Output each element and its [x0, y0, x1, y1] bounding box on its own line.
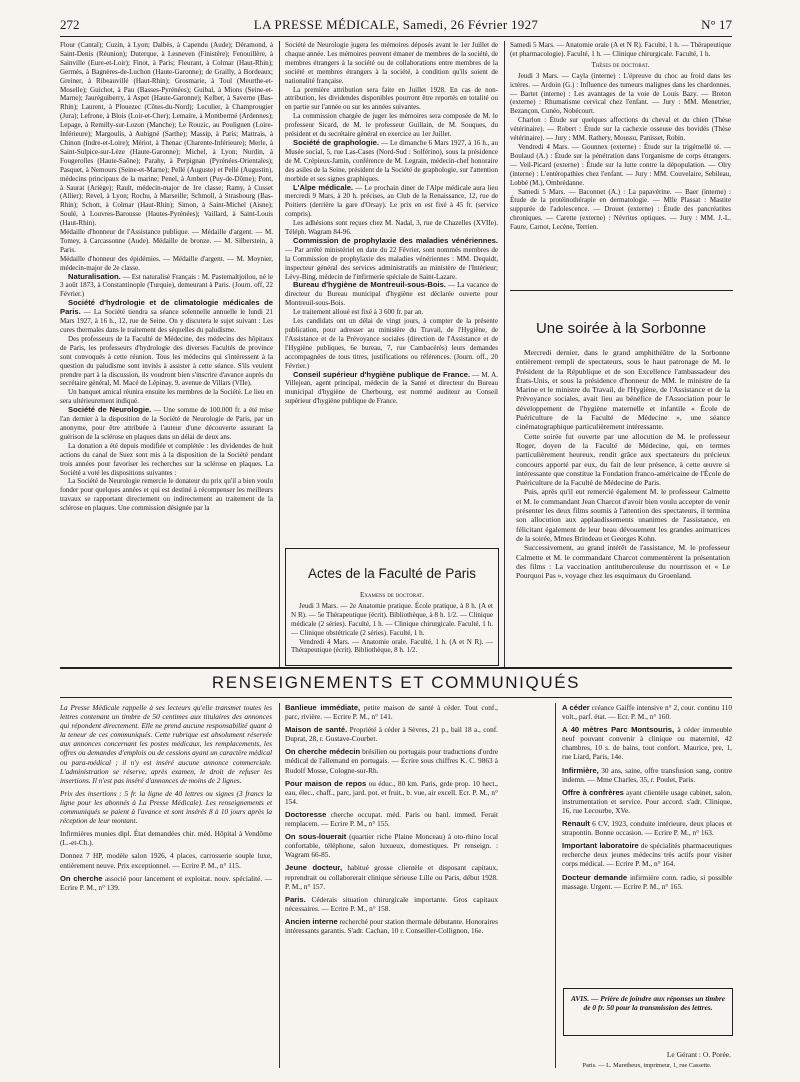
sorbonne-paragraph: Puis, après qu'il eut remercié également M. le professeur Calmette et M. le commandant Jean Charcot d'avoir bien voulu accepter de venir présenter les deux films soumis à l'attention des spectateurs, il termina son allocution aux applaudissements unanimes de l'assistance, en félicitant également de leur beau dévouement les grandes animatrices de la soirée, Mmes Brindeau et Georges Kohn. — [516, 487, 730, 543]
item-text: associé pour lancement et exploitat. nouv. spécialité. — Ecrire P. M., n° 139. — [60, 873, 272, 892]
item-heading: Conseil supérieur d'hygiène publique de France. — [293, 369, 471, 379]
ad-entry — [562, 703, 732, 721]
ad-entry — [285, 703, 498, 721]
paragraph — [60, 388, 273, 406]
item-text: créance Gaiffe intensive n° 2, cour. continu 110 volt., parf. état. — Ecr. P. M., n° 160. — [562, 703, 732, 722]
item-text: petite maison de santé à céder. Tout conf., parc, rivière. — Ecrire P. M., n° 141. — [285, 703, 498, 722]
item-text: Vendredi 4 Mars. — Gounnex (externe) : Étude sur la trigémellé té. — Boulaud (A.) : Étude sur la pénétration dans l'organisme de corps étrangers. — Veil-Picard (externe) : Étude sur la lutte contre la dépopulation. — Olry (interne) : L'entéropathies chez l'enfant. — Jury : MM. Couvelaire, Sebileau, Lobbé (M.), Ombrédanne. — [510, 142, 731, 187]
item-heading: On sous-louerait — [285, 832, 347, 842]
item-text: Société de Neurologie jugera les mémoires déposés avant le 1er Juillet de chaque année. Les mémoires peuvent émaner de membres de la société, de membres étrangers à la société ou de collaborations entre membres de la société et membres étrangers à la société, à condition qu'ils soient de nationalité française. — [285, 41, 498, 85]
running-header — [60, 17, 732, 33]
paragraph — [285, 86, 498, 113]
column-divider — [279, 41, 280, 667]
item-text: Le traitement alloué est fixé à 3 600 fr. par an. — [293, 308, 424, 317]
ad-entry — [562, 725, 732, 761]
item-text: La donation a été depuis modifiée et complétée : les dividendes de huit actions du canal de Suez sont mis à la disposition de la Société pendant trois années pour favoriser les recherches sur la sclérose en plaques. La Société a voté les dispositions suivantes : — [60, 441, 273, 477]
paragraph — [510, 61, 731, 70]
column-1 — [60, 41, 273, 667]
sorbonne-body — [516, 348, 730, 666]
faculty-box-paragraph: Vendredi 4 Mars. — Anatomie orale. Faculté, 1 h. (A et N R). — Thérapeutique (écrit). Bibliothèque, 8 h. 1/2. — [291, 637, 493, 655]
paragraph — [285, 112, 498, 139]
item-heading: A 40 mètres Parc Montsouris, — [562, 725, 675, 735]
section-rule — [60, 667, 732, 669]
paragraph — [510, 143, 731, 188]
ad-entry — [60, 703, 272, 785]
paragraph — [60, 299, 273, 335]
paragraph — [60, 406, 273, 442]
item-text: — Est naturalisé Français : M. Pastemaltjoilou, né le 3 août 1873, à Constantinople (Turquie), demeurant à Paris. (Journ. off, 22 Février.) — [60, 272, 273, 299]
page-number: 272 — [60, 17, 80, 32]
column-divider — [555, 703, 556, 1068]
ad-entry — [60, 874, 272, 892]
ad-entry — [562, 766, 732, 784]
paragraph — [285, 219, 498, 237]
item-text: Infirmières munies dipl. État demandées chir. méd. Hôpital à Vendôme (L.-et-Ch.). — [60, 829, 272, 848]
item-heading: Société de Neurologie. — [68, 405, 152, 415]
paragraph — [510, 188, 731, 233]
item-text: Jeudi 3 Mars. — Cayla (interne) : L'épreuve du choc au froid dans les ictères. — Ardoin (G.) : Influence des tumeurs malignes dans les chardonnes. — Bartet (interne) : Les avantages de la voie de Louis Bazy. — Breton (externe) : Rhumatisme cervical chez l'enfant. — Jury : MM. Menetrier, Bezançon, Cunéo, Nobécourt. — [510, 71, 731, 116]
ad-entry — [285, 832, 498, 859]
gerant-signature: Le Gérant : O. Porée. — [666, 1050, 731, 1059]
item-text: (quartier riche Plaine Monceau) à oto-rhino local confortable, téléphone, salon luxueux, domestiques. Pr renseign. : Wagram 66-85. — [285, 832, 498, 860]
item-text: — Le prochain diner de l'Alpe médicale aura lieu mercredi 9 Mars, à 20 h. précises, au Club de la Renaissance, 12, rue de Poitiers (derrière la gare d'Orsay). Le prix en est fixé à 45 fr. (service compris). — [285, 183, 498, 219]
item-text: ayant clientèle usage cabinet, salon, instrumentation et service. Pour accord. s'adr. Clinique, 16, rue Lecourbe, XVe. — [562, 787, 732, 815]
column-divider — [279, 703, 280, 1068]
paragraph — [60, 273, 273, 300]
item-heading: Doctoresse — [285, 809, 327, 819]
item-text: La première attribution sera faite en Juillet 1928. En cas de non-attribution, les dividendes disponibles pourront être reportés en totalité ou en partie sur l'année ou sur les années suivantes. — [285, 85, 498, 112]
item-text: Flour (Cantal); Cuzin, à Lyon; Dalbès, à Capendu (Aude); Déramond, à Saint-Denis (Réunion); Duterque, à Lesneven (Finistère); Fenouillère, à Sainville (Eure-et-Loir); Finot, à Paris; Fleurant, à Colmar (Haut-Rhin); Germès, à Bagnères-de-Luchon (Haute-Garonne); de Grailly, à Bordeaux; Greiner, à Ribeauvillé (Haut-Rhin); Grosmarie, à Toul (Meurthe-et-Moselle); Guichot, à Pau (Basses-Pyrénées); Guibal, à Mions (Seine-et-Marne); Jauréguiberry, à Aspet (Haute-Garonne); Kelber, à Saverne (Bas-Rhin); Laurent, à Plouezec (Côtes-du-Nord); Leculier, à Champrougier (Jura); Lefrone, à Blois (Loir-et-Cher); Lemaire, à Montbermé (Ardennes); Lepage, à Remilly-sur-Lozon (Manche); Le Rouzic, au Pouliguen (Loire-Inférieure); Margoulis, à Aubigné (Sarthe); Massip, à Paris; Mattrais, à Chinon (Indre-et-Loire); Mériot, à Thenac (Charente-Inférieure); Merle, à Saint-Sulpice-sur-Lèze (Haute-Garonne); Michel, à Lyon; Nurdin, à Fougerolles (Haute-Saône); Parahy, à Perpignan (Pyrénées-Orientales); Pasquet, à Nemours (Seine-et-Marne); Pellé (Auguste) et Pellé (Augustin), médecins principaux de la marine; Penel, à Ambert (Puy-de-Dôme); Pont, à Saurat (Ariège); Rault, médecin-major de 1re classe; Ramy, à Cusset (Allier); Revel, à Lyon; Rochu, à Marseille; Schmoll, à Strasbourg (Bas-Rhin); Schott, à Colmar (Haut-Rhin); Simon, à Saint-Michel (Aisne); Soulé, à Louvres-Barousse (Hautes-Pyrénées); Vaillard, à Saint-Louis (Haut-Rhin). — [60, 41, 273, 228]
ads-column-1 — [60, 703, 272, 1073]
paragraph — [510, 72, 731, 117]
sorbonne-paragraph: Mercredi dernier, dans le grand amphithéâtre de la Sorbonne entièrement rempli de spectateurs, sous le haut patronage de M. le Président de la République et de son Excellence l'ambassadeur des États-Unis, et sous la présidence d'honneur de MM. le ministre de la Marine et le ministre du Travail, de l'Hygiène, de l'Assistance et de la Prévoyance sociales, avait lieu au bénéfice de l'Association pour le développement de l'hygiène maternelle et infantile « École de Puériculture de la Faculté de Médecine », une séance cinématographique particulièrement intéressante. — [516, 348, 730, 432]
ad-entry — [285, 863, 498, 890]
paragraph — [60, 255, 273, 273]
ad-entry — [562, 819, 732, 837]
paragraph — [285, 237, 498, 282]
ad-entry — [285, 917, 498, 935]
ad-entry — [285, 747, 498, 774]
faculty-box-title: Actes de la Faculté de Paris — [307, 566, 477, 581]
paragraph — [285, 184, 498, 220]
faculty-box-subtitle: Examens de doctorat. — [360, 591, 424, 599]
item-text: — Le dimanche 6 Mars 1927, à 16 h., au Musée social, 5, rue Las-Cases (Nord-Sud : Solférino), sous la présidence de M. Crépieux-Jamin, conférence de M. Legrain, médecin-chef honoraire des asiles de la Seine, président de la Société de graphologie, sur l'attention morbide et ses signes graphiques. — [285, 138, 498, 183]
section-rule — [60, 697, 732, 698]
item-heading: Naturalisation. — [68, 271, 121, 281]
paragraph — [510, 116, 731, 143]
ad-entry — [285, 810, 498, 828]
ads-section-title: RENSEIGNEMENTS ET COMMUNIQUÉS — [211, 673, 581, 692]
item-heading: Renault — [562, 819, 590, 829]
journal-title: LA PRESSE MÉDICALE, Samedi, 26 Février 1927 — [253, 17, 539, 32]
ad-entry — [562, 788, 732, 815]
item-heading: Maison de santé. — [285, 725, 348, 735]
item-text: infirmière conn. radio, si possible massage. Urgent. — Ecrire P. M., n° 165. — [562, 872, 732, 891]
item-text: La commission chargée de juger les mémoires sera composée de M. le professeur Sicard, de M. le professeur Guillain, de M. Souques, du président et du secrétaire général en exercice au 1er Juillet. — [285, 112, 498, 139]
item-text: — Une somme de 100.000 fr. a été mise l'an dernier à la disposition de la Société de Neurologie de Paris, par un anonyme, pour être attribuée à l'auteur d'une découverte assurant la guérison de la sclérose en plaques dans un délai de deux ans. — [60, 406, 273, 441]
paragraph — [60, 228, 273, 255]
paragraph — [60, 442, 273, 478]
item-text: brésilien ou portugais pour traductions d'ordre médical de l'allemand en portugais. — Écrire sous chiffres K. C. 9863 à Rudolf Mosse, Cologne-sur-Rh. — [285, 747, 498, 775]
item-text: habitué grosse clientèle et disposant capitaux, reprendrait ou collaborerait clinique sérieuse Lille ou Paris, début 1928. P. M., n° 157. — [285, 863, 498, 891]
subheading: Thèses de doctorat. — [591, 60, 650, 69]
item-text: Médaille d'honneur des épidémies. — Médaille d'argent. — M. Moynier, médecin-major de 2e classe. — [60, 254, 273, 272]
ads-column-3 — [562, 703, 732, 985]
paragraph — [285, 308, 498, 317]
avis-box — [563, 988, 733, 1036]
item-heading: L'Alpe médicale. — [293, 182, 354, 192]
item-text: Samedi 5 Mars. — Baconnet (A.) : La papavérine. — Baer (interne) : Étude de la protéinothérapie en dermatologie. — Mlle Plassat : Mastite suppurée de l'adolescence. — Drouet (externe) : Étude des pancréatites chroniques. — Carette (externe) : Névrites optiques. — Jury : MM. J.-L. Faure, Carnot, Lecène, Terrien. — [510, 187, 731, 232]
item-heading: A céder — [562, 703, 590, 712]
item-text: de spécialités pharmaceutiques recherche deux jeunes médecins très actifs pour visiter corps médical. — Ecrire P. M., n° 164. — [562, 841, 732, 869]
sorbonne-title: Une soirée à la Sorbonne — [535, 320, 707, 337]
sorbonne-paragraph: Successivement, au grand intérêt de l'assistance, M. le professeur Calmette et M. le commandant Charcot commentèrent la présentation des films : La vaccination antituberculeuse du nourrisson et « Le Pourquoi Pas », voyage chez les esquimaux du Groenland. — [516, 543, 730, 581]
header-rule — [60, 36, 732, 37]
item-heading: Banlieue immédiate, — [285, 703, 361, 712]
ad-entry — [60, 789, 272, 825]
paragraph — [285, 281, 498, 308]
paragraph — [60, 335, 273, 388]
item-heading: Docteur demande — [562, 872, 628, 882]
item-heading: Infirmière, — [562, 765, 599, 775]
issue-number: N° 17 — [701, 17, 732, 32]
ad-entry — [285, 725, 498, 743]
item-heading: Offre à confrères — [562, 787, 624, 797]
printer-imprint: Paris. — L. Maretheux, imprimeur, 1, rue Cassette. — [582, 1062, 712, 1069]
item-text: cherche occupat. méd. Paris ou banl. immed. Ferait remplacem. — Ecrire P. M., n° 155. — [285, 809, 498, 829]
column-2 — [285, 41, 498, 531]
item-heading: Jeune docteur, — [285, 863, 343, 873]
item-heading: Ancien interne — [285, 916, 338, 926]
item-text: Les candidats ont un délai de vingt jours, à compter de la présente publication, pour adresser au ministère du Travail, de l'Hygiène, de l'Assistance et de la Prévoyance sociales (direction de l'Assistance et de l'Hygiène publiques, 6e bureau, 7, rue Cambacérès) leurs demandes accompagnées de tous titres, justifications ou références. (Journ. off., 20 Février.) — [285, 317, 498, 370]
item-heading: Important laboratoire — [562, 841, 639, 851]
item-text: Les adhésions sont reçues chez M. Nadal, 3, rue de Chazelles (XVIIe). Téléph. Wagram 84-96. — [285, 219, 498, 237]
item-text: — Par arrêté ministériel en date du 22 Février, sont nommés membres de la Commission de prophylaxie des maladies vénériennes : MM. Dequidt, inspecteur général des services administratifs au ministère de l'Intérieur; Lévy-Bing, médecin de l'infirmerie spéciale de Saint-Lazare. — [285, 245, 498, 281]
item-heading: On cherche — [60, 873, 103, 883]
item-text: — La Société tiendra sa séance solennelle annuelle le lundi 21 Mars 1927, à 16 h., 12, rue de Seine. On y discutera le sujet suivant : Les cures thermales dans le traitement des séquelles du paludisme. — [60, 308, 273, 334]
faculty-box-body — [291, 589, 493, 661]
sorbonne-paragraph: Cette soirée fut ouverte par une allocution de M. le professeur Roger, doyen de la Faculté de Médecine, qui, en termes particulièrement heureux, rendit grâce aux spectateurs du précieux concours apporté par eux, du fait de leur présence, à cette œuvre si intéressante que constitue la Fondation franco-américaine de l'École de Puériculture de la Faculté de Médecine de Paris. — [516, 431, 730, 488]
item-text: 6 CV, 1923, conduite intérieure, deux places et strapontin. Bonne occasion. — Ecrire P. M., n° 163. — [562, 819, 732, 838]
faculty-box-paragraph: Jeudi 3 Mars. — 2e Anatomie pratique. École pratique, à 8 h. (A et N R). — 5e Thérapeutique (écrit). Bibliothèque, à 8 h. 1/2. — Clinique médicale (2 séries). Faculté, 1 h. — Clinique chirurgicale. Faculté, 1 h. — Clinique obstétricale (2 séries). Faculté, 1 h. — [291, 601, 493, 637]
ads-column-2 — [285, 703, 498, 1073]
item-text: 30 ans, saine, offre transfusion sang, contre indemn. — Mme Charles, 35, r. Poulet, Paris. — [562, 765, 732, 784]
item-text: Charlon : Étude sur quelques affections du cheval et du chien (Thèse vétérinaire). — Robert : Étude sur la cachexie osseuse des bovidés (Thèse vétérinaire). — Jury : MM. Rathery, Moussu, Panisset, Robin. — [510, 116, 731, 143]
item-text: Prix des insertions : 5 fr. la ligne de 40 lettres ou signes (3 francs la ligne pour les abonnés à La Presse Médicale). Les renseignements et communiqués se paient à l'avance et sont insérés 8 à 10 jours après la réception de leur montant. — [60, 788, 272, 826]
ad-entry — [60, 851, 272, 869]
paragraph — [285, 139, 498, 184]
item-text: Donnez 7 HP, modèle salon 1926, 4 places, carrosserie souple luxe, entièrement neuve. Prix exceptionnel. — Ecrire P. M., n° 115. — [60, 851, 272, 870]
item-text: Céderais situation chirurgicale importante. Gros capitaux nécessaires. — Ecrire P. M., n° 158. — [285, 894, 498, 913]
ad-entry — [562, 841, 732, 868]
ad-entry — [285, 895, 498, 913]
item-text: — La vacance de directeur du Bureau municipal d'hygiène est déclarée ouverte pour Montreuil-sous-Bois. — [285, 281, 498, 308]
item-text: — M. A. Villejean, agent principal, médecin de la Santé et directeur du Bureau municipal d'hygiène de Cherbourg, est nommé auditeur au Conseil supérieur d'hygiène publique de France. — [285, 370, 498, 406]
column-divider — [504, 41, 505, 667]
item-text: à céder immeuble neuf pouvant convenir à clinique ou maternité, 42 chambres, 10 s. de bains, tout confort. Maurice, pre, 1, rue Liard, Paris, 14e. — [562, 725, 732, 762]
sorbonne-box-rule — [510, 290, 733, 291]
item-text: Samedi 5 Mars. — Anatomie orale (A et N R). Faculté, 1 h. — Thérapeutique (et pharmacologie). Faculté, 1 h. — Clinique chirurgicale. Faculté, 1 h. — [510, 41, 731, 58]
item-text: Médaille d'honneur de l'Assistance publique. — Médaille d'argent. — M. Tomey, à Carcassonne (Aude). Médaille de bronze. — M. Silberstein, à Paris. — [60, 228, 273, 254]
item-heading: Paris. — [285, 894, 306, 904]
item-heading: Pour maison de repos — [285, 778, 367, 788]
paragraph — [60, 41, 273, 228]
ad-entry — [562, 873, 732, 891]
item-heading: Bureau d'hygiène de Montreuil-sous-Bois. — [293, 280, 446, 290]
paragraph — [60, 477, 273, 513]
item-heading: Commission de prophylaxie des maladies vénériennes. — [293, 235, 498, 245]
item-heading: Société d'hydrologie et de climatologie médicales de Paris. — [60, 298, 273, 317]
ad-entry — [285, 779, 498, 806]
avis-text: AVIS. — Prière de joindre aux réponses un timbre de 0 fr. 50 pour la transmission des lettres. — [570, 994, 726, 1012]
item-text: La Presse Médicale rappelle à ses lecteurs qu'elle transmet toutes les lettres contenant un timbre de 50 centimes aux titulaires des annonces qui répondent directement. Elle ne prend aucune responsabilité quant à la teneur de ces communiqués. Cette rubrique est absolument réservée aux annonces concernant les postes médicaux, les remplacements, les offres ou demandes d'emplois ou de cessions ayant un caractère médical ou para-médical ; il n'y est inséré aucune annonce commerciale. L'administration se réserve, après examen, le droit de refuser les insertions. Il n'est pas inséré d'annonces de moins de 2 lignes. — [60, 703, 272, 785]
item-heading: Société de graphologie. — [293, 137, 380, 147]
ad-entry — [60, 829, 272, 847]
paragraph — [285, 371, 498, 407]
item-text: Propriété à céder à Sèvres, 21 p., bail 18 a., conf. Duprat, 28, r. Gustave-Courbet. — [285, 725, 498, 744]
item-text: recherché pour station thermale débutante. Honoraires intéressants garantis. S'adr. Cachan, 10 r. Conseiller-Collignon, 16e. — [285, 916, 498, 935]
item-text: Un banquet amical réunira ensuite les membres de la Société. Le lieu en sera ultérieurement indiqué. — [60, 388, 273, 406]
paragraph — [285, 317, 498, 370]
item-text: La Société de Neurologie remercie le donateur du prix qu'il a bien voulu fonder pour quelques années et qui est destiné à récompenser les meilleurs travaux se rapportant directement ou indirectement au traitement de la sclérose en plaques. Une commission désignée par la — [60, 477, 273, 513]
item-text: ou éduc., 80 km. Paris, grde prop. 10 hect., eau, élec., chaff., parc, jard. pot. et fruit., b. vue, air excell. Ecr. P. M., n° 154. — [285, 778, 498, 806]
item-heading: On cherche médecin — [285, 747, 361, 757]
item-text: Des professeurs de la Faculté de Médecine, des médecins des hôpitaux de Paris, les professeurs d'hydrologie des diverses Facultés de province sont convoqués à cette réunion. Tous les médecins qui s'intéressent à la question du paludisme sont invités à assister à cette séance. S'ils veulent prendre part à la discussion, ils voudront bien s'inscrire d'avance auprès du secrétaire général, M. Macé de Lépinay, 9, avenue de Villars (VIIe). — [60, 334, 273, 388]
paragraph — [510, 41, 731, 59]
column-3 — [510, 41, 731, 287]
paragraph — [285, 41, 498, 86]
